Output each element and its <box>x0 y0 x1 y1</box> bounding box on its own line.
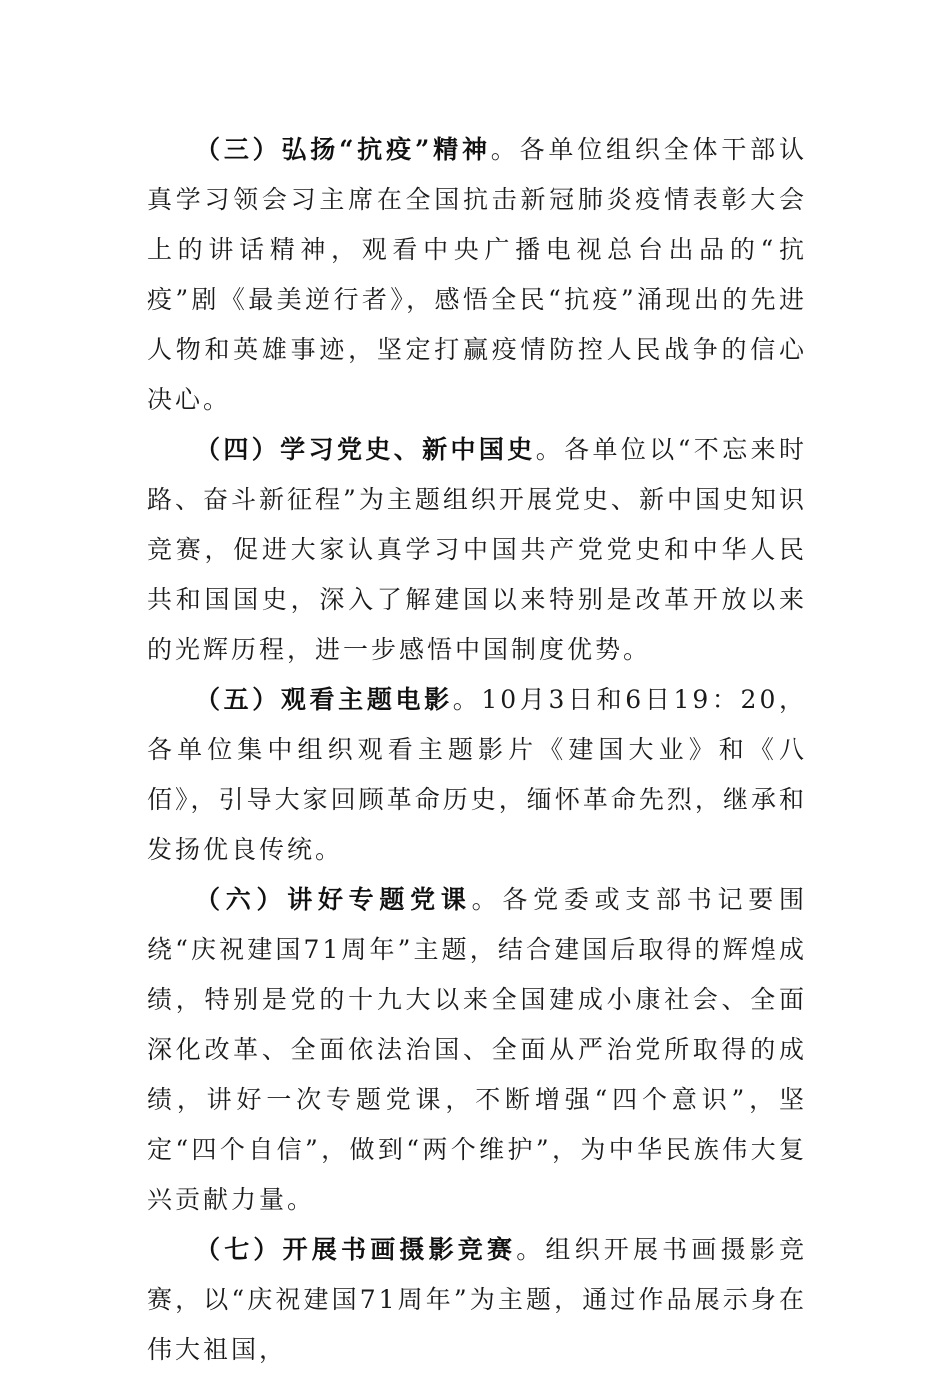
paragraph-5 <box>147 675 807 875</box>
paragraph-text: 。各党委或支部书记要围绕“庆祝建国71周年”主题，结合建国后取得的辉煌成绩，特别是党的十九大以来全国建成小康社会、全面深化改革、全面依法治国、全面从严治党所取得的成绩，讲好一次专题党课，不断增强“四个意识”，坚定“四个自信”，做到“两个维护”，为中华民族伟大复兴贡献力量。 <box>147 885 807 1214</box>
paragraph-text: 。各单位以“不忘来时路、奋斗新征程”为主题组织开展党史、新中国史知识竞赛，促进大家认真学习中国共产党党史和中华人民共和国国史，深入了解建国以来特别是改革开放以来的光辉历程，进一步感悟中国制度优势。 <box>147 435 807 664</box>
paragraph-4 <box>147 425 807 675</box>
paragraph-heading: （四）学习党史、新中国史 <box>195 435 536 464</box>
paragraph-heading: （六）讲好专题党课 <box>195 885 472 914</box>
paragraph-text: 。组织开展书画摄影竞赛，以“庆祝建国71周年”为主题，通过作品展示身在伟大祖国， <box>147 1235 807 1364</box>
paragraph-3 <box>147 125 807 425</box>
paragraph-text: 。10月3日和6日19：20，各单位集中组织观看主题影片《建国大业》和《八佰》，引导大家回顾革命历史，缅怀革命先烈，继承和发扬优良传统。 <box>147 685 807 864</box>
paragraph-heading: （七）开展书画摄影竞赛 <box>195 1235 517 1264</box>
document-body <box>147 125 807 1375</box>
paragraph-heading: （三）弘扬“抗疫”精神 <box>195 135 491 164</box>
paragraph-6 <box>147 875 807 1225</box>
paragraph-7 <box>147 1225 807 1375</box>
paragraph-text: 。各单位组织全体干部认真学习领会习主席在全国抗击新冠肺炎疫情表彰大会上的讲话精神，观看中央广播电视总台出品的“抗疫”剧《最美逆行者》，感悟全民“抗疫”涌现出的先进人物和英雄事迹，坚定打赢疫情防控人民战争的信心决心。 <box>147 135 807 414</box>
paragraph-heading: （五）观看主题电影 <box>195 685 453 714</box>
